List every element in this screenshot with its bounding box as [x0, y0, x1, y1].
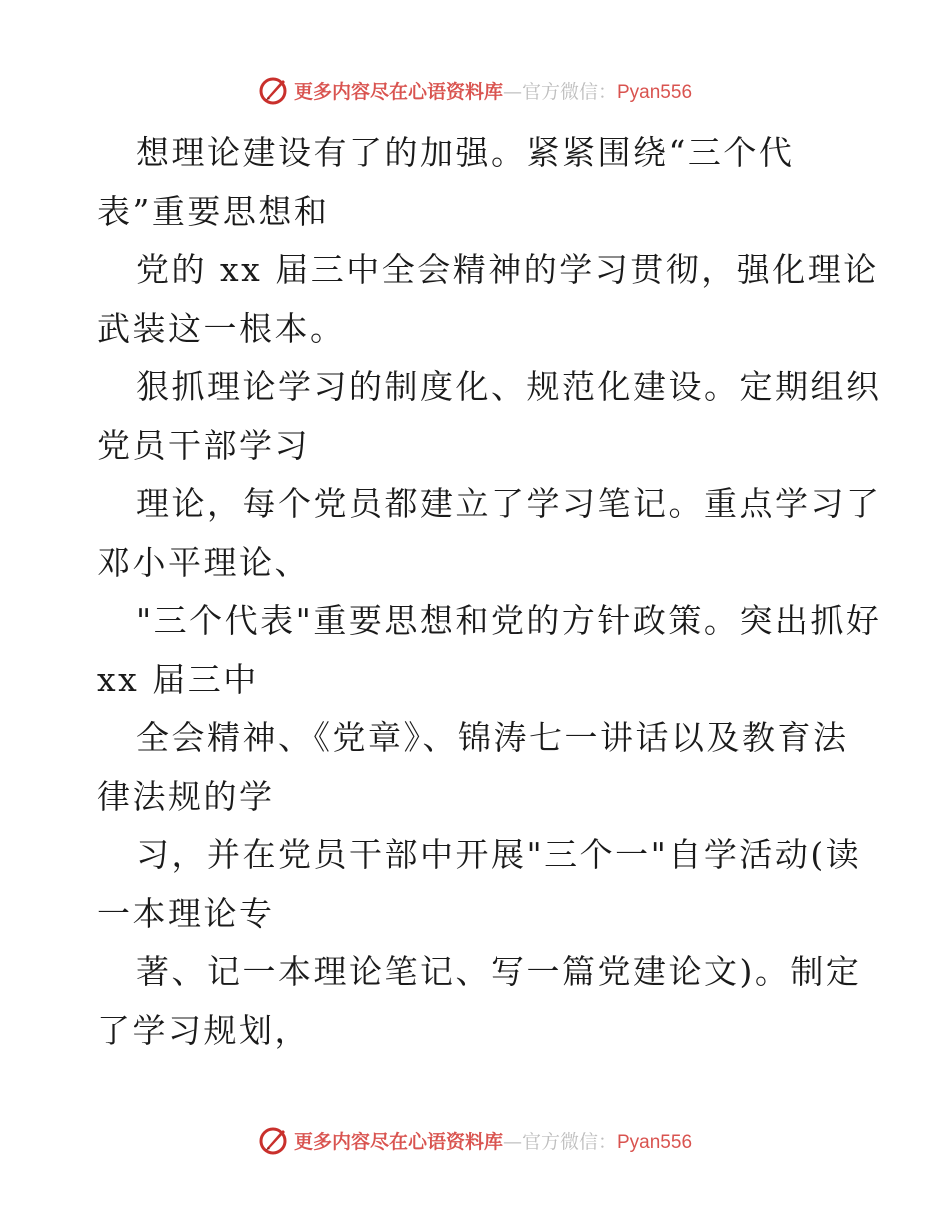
paragraph-line: xx 届三中	[97, 659, 259, 699]
document-body	[97, 124, 882, 1060]
paragraph-line: "三个代表"重要思想和党的方针政策。突出抓好	[136, 601, 882, 640]
footer-banner	[0, 1120, 950, 1160]
paragraph-line: 武装这一根本。	[97, 308, 346, 348]
paragraph-line: 了学习规划，	[97, 1010, 310, 1050]
paragraph-line: 党的 xx 届三中全会精神的学习贯彻，强化理论	[136, 250, 879, 289]
paragraph-line: 表”重要思想和	[97, 191, 330, 231]
banner-text: 更多内容尽在心语资料库—官方微信：Pyan556	[293, 80, 693, 103]
paragraph-line: 党员干部学习	[97, 425, 310, 465]
paragraph-line: 邓小平理论、	[97, 542, 310, 582]
paragraph-line: 律法规的学	[97, 776, 275, 816]
paragraph-line: 想理论建设有了的加强。紧紧围绕“三个代	[136, 133, 795, 172]
paragraph-line: 全会精神、《党章》、锦涛七一讲话以及教育法	[136, 718, 849, 757]
quill-pen-logo-icon	[258, 74, 290, 106]
banner-text: 更多内容尽在心语资料库—官方微信：Pyan556	[293, 1130, 693, 1153]
paragraph-line: 一本理论专	[97, 893, 275, 933]
paragraph-line: 著、记一本理论笔记、写一篇党建论文)。制定	[136, 952, 862, 991]
paragraph-line: 理论，每个党员都建立了学习笔记。重点学习了	[136, 484, 882, 523]
header-banner	[0, 70, 950, 110]
paragraph-line: 狠抓理论学习的制度化、规范化建设。定期组织	[136, 367, 882, 406]
quill-pen-logo-icon	[258, 1124, 290, 1156]
paragraph-line: 习，并在党员干部中开展"三个一"自学活动(读	[136, 835, 862, 874]
